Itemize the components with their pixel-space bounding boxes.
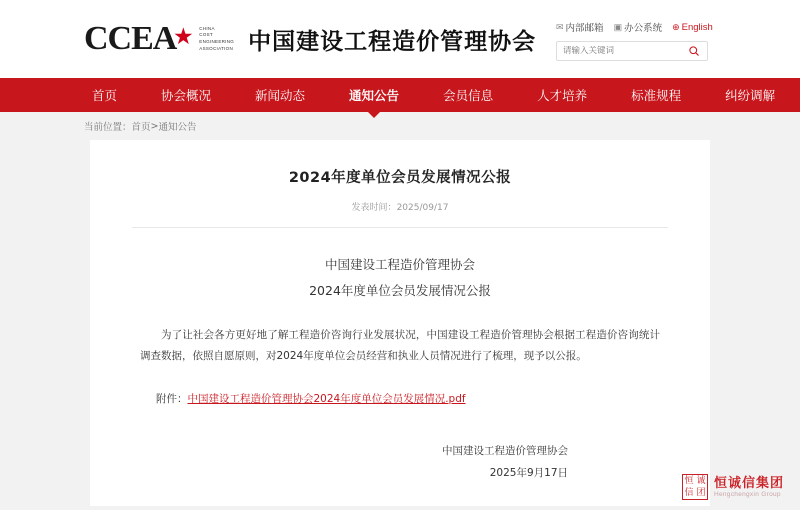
header-link-mail-label: 内部邮箱 bbox=[565, 23, 604, 34]
globe-icon: ⊕ bbox=[672, 21, 680, 32]
watermark-text-cn: 恒诚信集团 bbox=[713, 475, 784, 491]
seal-icon bbox=[682, 474, 708, 500]
header-utility-area bbox=[556, 20, 716, 61]
nav-item-standards[interactable]: 标准规程 bbox=[631, 88, 682, 103]
article-heading-line-2: 2024年度单位会员发展情况公报 bbox=[309, 283, 491, 299]
article-meta-label: 发表时间： bbox=[351, 203, 397, 213]
header-links bbox=[556, 20, 716, 34]
watermark bbox=[682, 474, 784, 500]
logo-wordmark bbox=[84, 22, 193, 56]
site-header bbox=[0, 0, 800, 78]
article-heading-line-1: 中国建设工程造价管理协会 bbox=[324, 257, 475, 272]
logo-star-icon: ★ bbox=[174, 26, 192, 48]
attachment-row bbox=[132, 391, 668, 406]
nav-item-announcements[interactable]: 通知公告 bbox=[327, 78, 421, 112]
logo-subtext-line: CHINA bbox=[199, 25, 215, 31]
attachment-label: 附件： bbox=[156, 392, 188, 405]
article-container bbox=[90, 140, 710, 506]
seal-char: 诚 bbox=[696, 475, 706, 486]
article-meta bbox=[132, 200, 668, 213]
logo-subtext-line: COST bbox=[199, 32, 213, 38]
header-link-mail[interactable] bbox=[556, 20, 604, 34]
search-box[interactable] bbox=[556, 41, 708, 61]
article-heading-block bbox=[132, 252, 668, 305]
signature-date: 2025年9月17日 bbox=[489, 466, 568, 479]
breadcrumb-home-link[interactable]: 首页 bbox=[131, 122, 151, 133]
logo-subtext-line: ASSOCIATION bbox=[199, 45, 234, 51]
article-title: 2024年度单位会员发展情况公报 bbox=[288, 170, 512, 186]
site-logo[interactable] bbox=[84, 22, 536, 56]
breadcrumb-prefix: 当前位置： bbox=[84, 122, 132, 133]
watermark-text-en: Hengchengxin Group bbox=[713, 490, 781, 498]
seal-char: 信 bbox=[684, 487, 694, 498]
logo-wordmark-text: CCEA bbox=[84, 20, 177, 57]
nav-item-about[interactable]: 协会概况 bbox=[161, 88, 212, 103]
watermark-text bbox=[714, 476, 784, 498]
breadcrumb-current: 通知公告 bbox=[158, 122, 197, 133]
seal-char: 恒 bbox=[684, 475, 694, 486]
breadcrumb bbox=[0, 112, 800, 140]
logo-subtext-line: ENGINEERING bbox=[199, 39, 235, 44]
header-link-office-label: 办公系统 bbox=[624, 23, 663, 34]
search-input[interactable] bbox=[563, 46, 687, 56]
article-signature bbox=[132, 440, 668, 484]
article-paragraph: 为了让社会各方更好地了解工程造价咨询行业发展状况，中国建设工程造价管理协会根据工程造价咨询统计调查数据，依照自愿原则，对2024年度单位会员经营和执业人员情况进行了梳理，现予以公报。 bbox=[140, 328, 660, 362]
nav-item-members[interactable]: 会员信息 bbox=[443, 88, 494, 103]
building-icon: ▣ bbox=[613, 21, 623, 32]
nav-item-training[interactable]: 人才培养 bbox=[537, 88, 588, 103]
main-navigation bbox=[0, 78, 800, 112]
attachment-link[interactable]: 中国建设工程造价管理协会2024年度单位会员发展情况.pdf bbox=[187, 392, 466, 405]
nav-item-mediation[interactable]: 纠纷调解 bbox=[725, 88, 776, 103]
article-meta-date: 2025/09/17 bbox=[396, 203, 449, 213]
article-divider bbox=[132, 227, 668, 228]
nav-item-home[interactable]: 首页 bbox=[92, 88, 118, 103]
header-link-english-label: English bbox=[681, 21, 713, 33]
logo-subtext bbox=[199, 26, 234, 53]
site-title: 中国建设工程造价管理协会 bbox=[248, 28, 537, 55]
breadcrumb-separator: > bbox=[150, 120, 159, 132]
header-link-english[interactable] bbox=[672, 22, 713, 33]
seal-char: 团 bbox=[696, 487, 706, 498]
search-icon[interactable] bbox=[687, 44, 701, 58]
nav-item-news[interactable]: 新闻动态 bbox=[255, 88, 306, 103]
mail-icon: ✉ bbox=[556, 21, 564, 32]
header-link-office[interactable] bbox=[614, 20, 663, 34]
signature-org: 中国建设工程造价管理协会 bbox=[442, 444, 568, 457]
